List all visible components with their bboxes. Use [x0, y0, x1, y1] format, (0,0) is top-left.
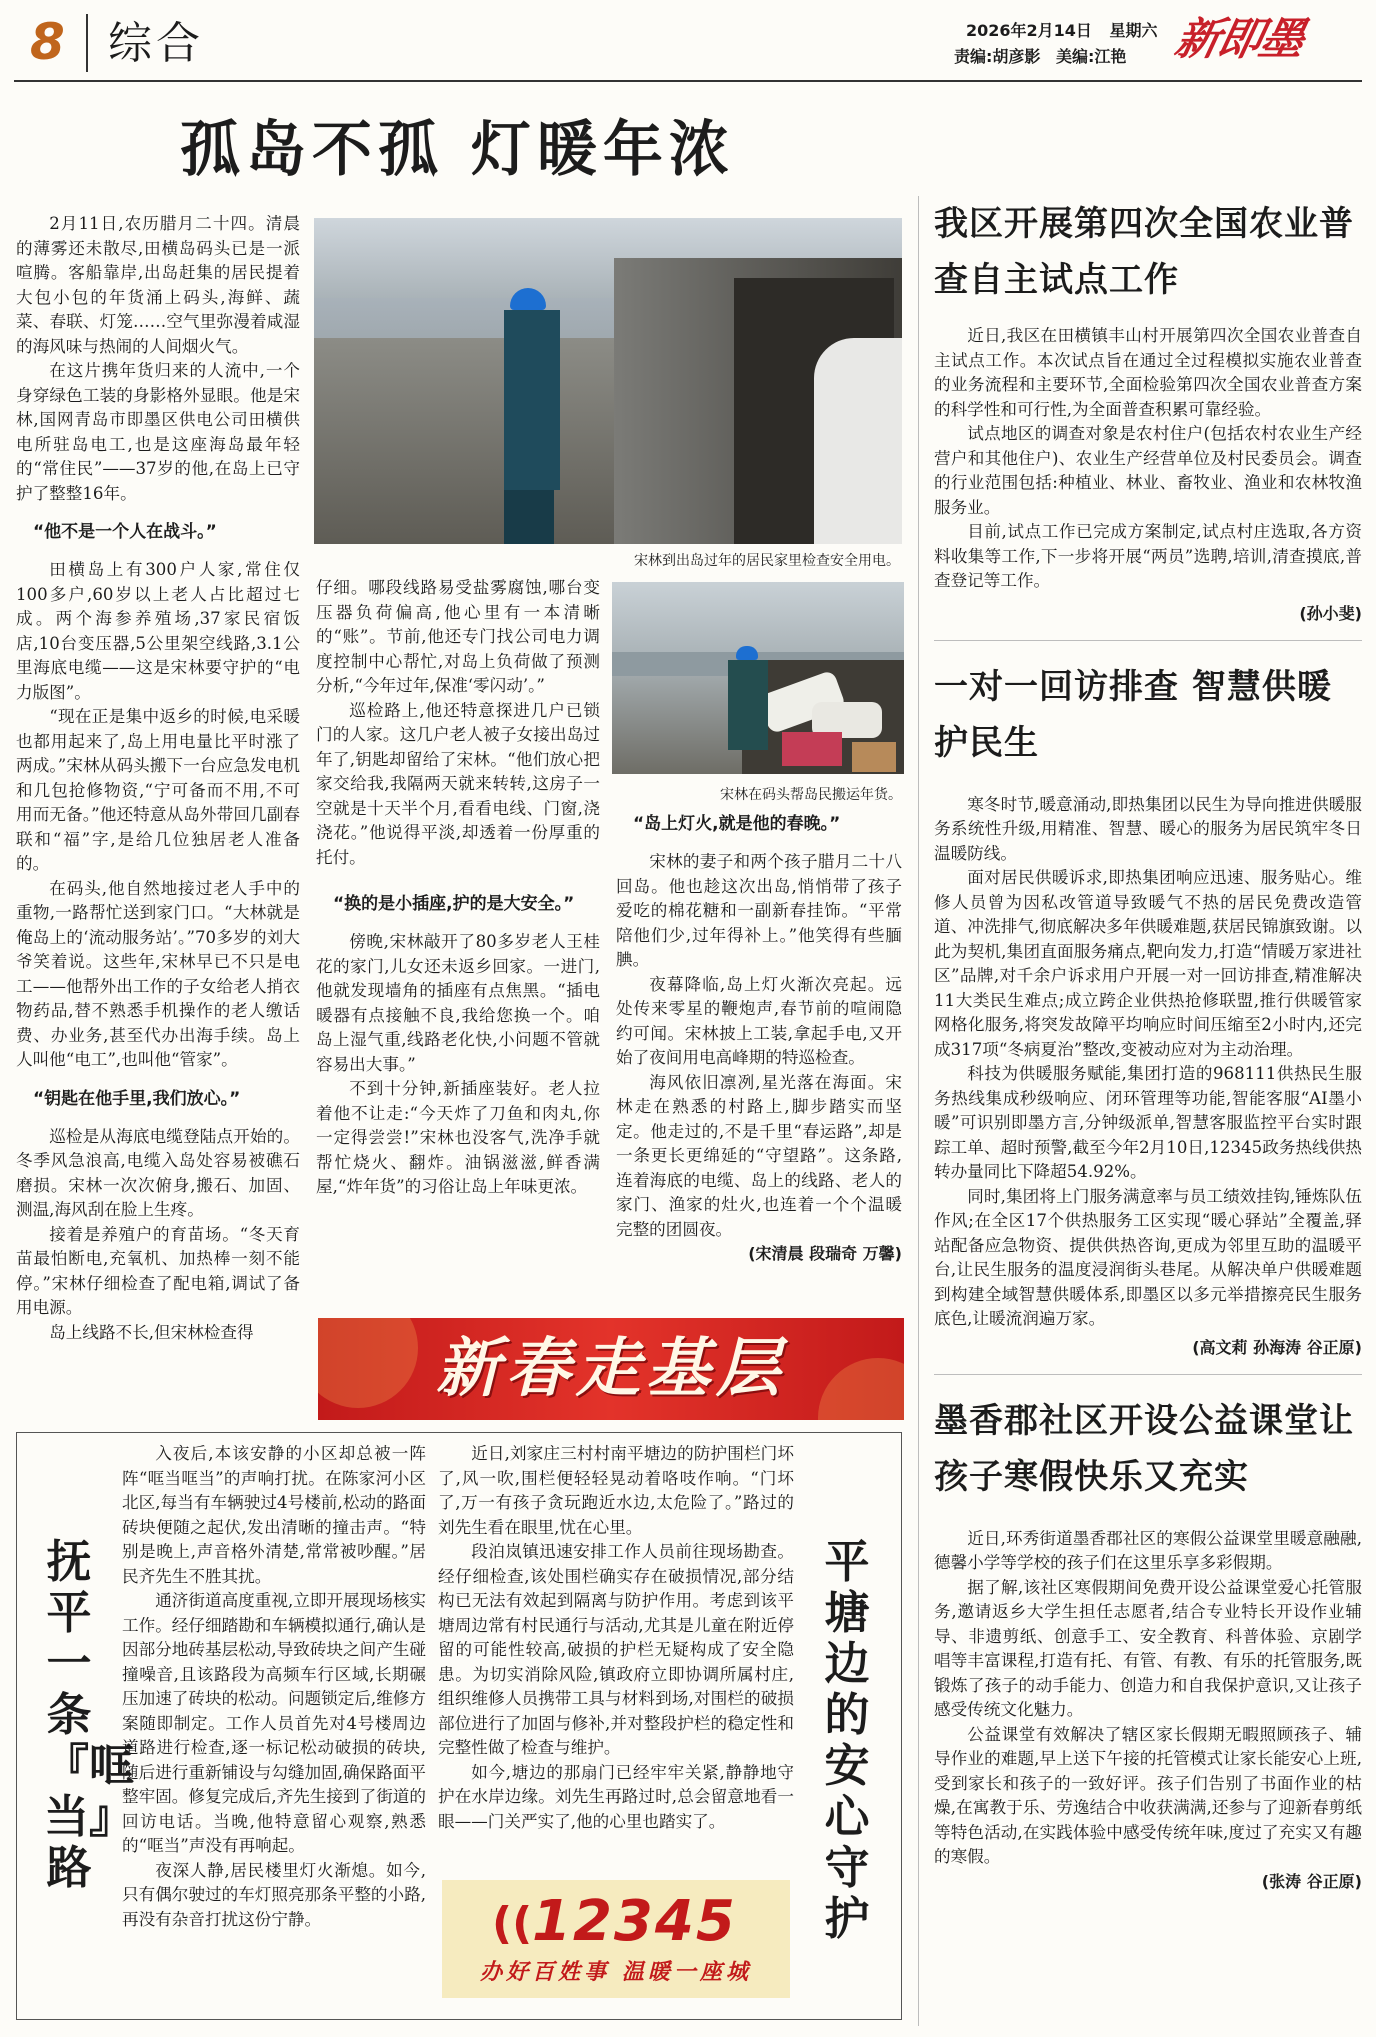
paragraph: 岛上线路不长,但宋林检查得 — [49, 1322, 254, 1342]
article-title-classroom: 墨香郡社区开设公益课堂让孩子寒假快乐又充实 — [934, 1400, 1354, 1497]
subheading: “岛上灯火,就是他的春晚。” — [633, 814, 841, 834]
paragraph: 2月11日,农历腊月二十四。清晨的薄雾还未散尽,田横岛码头已是一派喧腾。客船靠岸,出岛赶集的居民提着大包小包的年货涌上码头,海鲜、蔬菜、春联、灯笼……空气里弥漫着咸湿的海风味与热闹的人间烟火气。 — [16, 214, 300, 356]
section-name: 综合 — [108, 18, 204, 69]
paragraph: 近日,环秀街道墨香郡社区的寒假公益课堂里暖意融融,德馨小学等学校的孩子们在这里乐享多彩假期。 — [934, 1528, 1362, 1572]
main-headline: 孤岛不孤 灯暖年浓 — [180, 115, 735, 185]
paragraph: 通济街道高度重视,立即开展现场核实工作。经仔细踏勘和车辆模拟通行,确认是因部分地砖基层松动,导致砖块之间产生碰撞噪音,且该路段为高频车行区域,长期碾压加速了砖块的松动。问题锁定后,维修方案随即制定。工作人员首先对4号楼周边道路进行检查,逐一标记松动破损的砖块,随后进行重新铺设与勾缝加固,确保路面平整牢固。修复完成后,齐先生接到了街道的回访电话。当晚,他特意留心观察,熟悉的“哐当”声没有再响起。 — [122, 1591, 426, 1855]
box-right-title: 平塘边的安心守护 — [824, 1535, 870, 1945]
box-left-title: 抚平一条『哐当』路 — [44, 1535, 135, 1894]
article-body-heating — [934, 793, 1362, 1332]
paragraph: 夜幕降临,岛上灯火渐次亮起。远处传来零星的鞭炮声,春节前的喧闹隐约可闻。宋林披上工装,拿起手电,又开始了夜间用电高峰期的特巡检查。 — [616, 974, 902, 1067]
box-left-text — [122, 1442, 426, 1932]
byline: (高文莉 孙海涛 谷正原) — [1192, 1337, 1362, 1357]
paragraph: 目前,试点工作已完成方案制定,试点村庄选取,各方资料收集等工作,下一步将开展“两员”选聘,培训,清查摸底,普查登记等工作。 — [934, 522, 1362, 590]
right-column — [934, 196, 1362, 1894]
paragraph: 海风依旧凛冽,星光落在海面。宋林走在熟悉的村路上,脚步踏实而坚定。他走过的,不是千里“春运路”,却是一条更长更绵延的“守望路”。这条路,连着海底的电缆、岛上的线路、老人的家门、渔家的灶火,也连着一个个温暖完整的团圆夜。 — [616, 1072, 902, 1239]
weekday-text: 星期六 — [1109, 21, 1158, 40]
subheading: “他不是一个人在战斗。” — [33, 522, 217, 542]
issue-date — [966, 20, 1158, 42]
photo1-caption: 宋林到出岛过年的居民家里检查安全用电。 — [634, 553, 900, 569]
byline: (张涛 谷正原) — [1261, 1871, 1362, 1891]
paragraph: 近日,刘家庄三村村南平塘边的防护围栏门坏了,风一吹,围栏便轻轻晃动着咯吱作响。“门坏了,万一有孩子贪玩跑近水边,太危险了。”路过的刘先生看在眼里,忧在心里。 — [438, 1444, 794, 1537]
banner-text: 新春走基层 — [436, 1331, 786, 1406]
masthead-rule — [14, 80, 1362, 82]
art-editor-text: 美编:江艳 — [1055, 47, 1127, 66]
paragraph: 面对居民供暖诉求,即热集团响应迅速、服务贴心。维修人员曾为因私改管道导致暖气不热的居民免费改造管道、冲洗排气,彻底解决多年供暖难题,获居民锦旗致谢。以此为契机,集团直面服务痛点,靶向发力,打造“情暖万家进社区”品牌,对千余户诉求用户开展一对一回访排查,精准解决11大类民生难点;成立跨企业供热抢修联盟,推行供暖管家网格化服务,将突发故障平均响应时间压缩至2小时内,还完成317项“冬病夏治”整改,变被动应对为主动治理。 — [934, 868, 1362, 1059]
main-article-col3 — [616, 812, 902, 1266]
paragraph: 巡检是从海底电缆登陆点开始的。冬季风急浪高,电缆入岛处容易被礁石磨损。宋林一次次俯身,搬石、加固、测温,海风刮在脸上生疼。 — [16, 1126, 300, 1219]
byline: (孙小斐) — [1299, 603, 1362, 623]
article-divider — [934, 640, 1362, 641]
page-number: 8 — [30, 13, 65, 71]
subheading: “钥匙在他手里,我们放心。” — [33, 1088, 241, 1109]
paragraph: 夜深人静,居民楼里灯火渐熄。如今,只有偶尔驶过的车灯照亮那条平整的小路,再没有杂音打扰这份宁静。 — [122, 1860, 426, 1929]
paragraph: 巡检路上,他还特意探进几户已锁门的人家。这几户老人被子女接出岛过年了,钥匙却留给了宋林。“他们放心把家交给我,我隔两天就来转转,这房子一空就是十天半个月,看看电线、门窗,浇浇花。”他说得平淡,却透着一份厚重的托付。 — [316, 700, 600, 867]
article-title-heating: 一对一回访排查 智慧供暖护民生 — [934, 666, 1332, 763]
paragraph: 在这片携年货归来的人流中,一个身穿绿色工装的身影格外显眼。他是宋林,国网青岛市即墨区供电公司田横供电所驻岛电工,也是这座海岛最年轻的“常住民”——37岁的他,在岛上已守护了整整16年。 — [16, 361, 300, 503]
article-title-census: 我区开展第四次全国农业普查自主试点工作 — [934, 204, 1354, 300]
paragraph: 接着是养殖户的育苗场。“冬天育苗最怕断电,充氧机、加热棒一刻不能停。”宋林仔细检查了配电箱,调试了备用电源。 — [16, 1224, 300, 1317]
paragraph: 不到十分钟,新插座装好。老人拉着他不让走:“今天炸了刀鱼和肉丸,你一定得尝尝!”宋林也没客气,洗净手就帮忙烧火、翻炸。油锅滋滋,鲜香满屋,“炸年货”的习俗让岛上年味更浓。 — [316, 1079, 600, 1196]
editors — [954, 46, 1126, 68]
paragraph: 在码头,他自然地接过老人手中的重物,一路帮忙送到家门口。“大林就是俺岛上的‘流动服务站’。”70多岁的刘大爷笑着说。这些年,宋林早已不只是电工——他帮外出工作的子女给老人捎衣物药品,替不熟悉手机操作的老人缴话费、办业务,甚至代办出海手续。岛上人叫他“电工”,也叫他“管家”。 — [16, 878, 300, 1069]
paragraph: 如今,塘边的那扇门已经牢牢关紧,静静地守护在水岸边缘。刘先生再路过时,总会留意地看一眼——门关严实了,他的心里也踏实了。 — [438, 1762, 794, 1831]
article-body-classroom — [934, 1527, 1362, 1870]
paragraph: 科技为供暖服务赋能,集团打造的968111供热民生服务热线集成秒级响应、闭环管理等功能,智能客服“AI墨小暖”可识别即墨方言,分钟级派单,智慧客服监控平台实时跟踪工单、超时预警,截至今年2月10日,12345政务热线供热转办量同比下降超54.92%。 — [934, 1064, 1362, 1181]
paragraph: 宋林的妻子和两个孩子腊月二十八回岛。他也趁这次出岛,悄悄带了孩子爱吃的棉花糖和一副新春挂饰。“平常陪他们少,过年得补上。”他笑得有些腼腆。 — [616, 852, 902, 969]
hotline-number: 12345 — [532, 1889, 737, 1954]
paragraph: “现在正是集中返乡的时候,电采暖也都用起来了,岛上用电量比平时涨了两成。”宋林从码头搬下一台应急发电机和几包抢修物资,“宁可备而不用,不可用而无备。”他还特意从岛外带回几副春联和“福”字,是给几位独居老人准备的。 — [16, 707, 300, 873]
hotline-logo — [442, 1880, 790, 1998]
paragraph: 仔细。哪段线路易受盐雾腐蚀,哪台变压器负荷偏高,他心里有一本清晰的“账”。节前,他还专门找公司电力调度控制中心帮忙,对岛上负荷做了预测分析,“今年过年,保准‘零闪动’。” — [316, 578, 600, 695]
newspaper-logo: 新即墨 — [1170, 14, 1308, 65]
main-article-col2 — [316, 576, 600, 1200]
paragraph: 据了解,该社区寒假期间免费开设公益课堂爱心托管服务,邀请返乡大学生担任志愿者,结合专业特长开设作业辅导、非遗剪纸、创意手工、安全教育、科普体验、京剧学唱等丰富课程,打造有托、有管、有教、有乐的托管服务,既锻炼了孩子的动手能力、创造力和自我保护意识,又让孩子感受传统文化魅力。 — [934, 1577, 1362, 1719]
article-divider — [934, 1374, 1362, 1375]
paragraph: 近日,我区在田横镇丰山村开展第四次全国农业普查自主试点工作。本次试点旨在通过全过程模拟实施农业普查的业务流程和主要环节,全面检验第四次全国农业普查方案的科学性和可行性,为全面普查积累可靠经验。 — [934, 326, 1362, 419]
editor-text: 责编:胡彦影 — [954, 47, 1041, 66]
box-right-text — [438, 1442, 794, 1834]
paragraph: 同时,集团将上门服务满意率与员工绩效挂钩,锤炼队伍作风;在全区17个供热服务工区实现“暖心驿站”全覆盖,驿站配备应急物资、提供供热咨询,更成为邻里互助的温暖平台,让民生服务的温度浸润街头巷尾。从解决单户供暖难题到构建全域智慧供暖体系,即墨区以多元举措擦亮民生服务底色,让暖流润遍万家。 — [934, 1186, 1362, 1328]
paragraph: 寒冬时节,暖意涌动,即热集团以民生为导向推进供暖服务系统性升级,用精准、智慧、暖心的服务为居民筑牢冬日温暖防线。 — [934, 794, 1362, 863]
paragraph: 入夜后,本该安静的小区却总被一阵阵“哐当哐当”的声响打扰。在陈家河小区北区,每当有车辆驶过4号楼前,松动的路面砖块便随之起伏,发出清晰的撞击声。“特别是晚上,声音格外清楚,常常被吵醒。”居民齐先生不胜其扰。 — [122, 1444, 426, 1586]
paragraph: 试点地区的调查对象是农村住户(包括农村农业生产经营户和其他住户)、农业生产经营单位及村民委员会。调查的行业范围包括:种植业、林业、畜牧业、渔业和农林牧渔服务业。 — [934, 424, 1362, 517]
article-body-census — [934, 324, 1362, 594]
masthead-divider — [86, 14, 88, 72]
paragraph: 田横岛上有300户人家,常住仅100多户,60岁以上老人占比超过七成。两个海参养殖场,37家民宿饭店,10台变压器,5公里架空线路,3.1公里海底电缆——这是宋林要守护的“电力版图”。 — [16, 560, 300, 702]
paragraph: 傍晚,宋林敲开了80多岁老人王桂花的家门,儿女还未返乡回家。一进门,他就发现墙角的插座有点焦黑。“插电暖器有点接触不良,我给您换一个。咱岛上湿气重,线路老化快,小问题不管就容易出大事。” — [316, 932, 600, 1074]
hotline-slogan: 办好百姓事 温暖一座城 — [480, 1959, 752, 1985]
subheading: “换的是小插座,护的是大安全。” — [333, 894, 575, 914]
main-article-col1 — [16, 212, 300, 1345]
date-text: 2026年2月14日 — [966, 21, 1092, 40]
spring-festival-banner — [318, 1318, 904, 1420]
paragraph: 段泊岚镇迅速安排工作人员前往现场勘查。经仔细检查,该处围栏确实存在破损情况,部分结构已无法有效起到隔离与防护作用。考虑到该平塘周边常有村民通行与活动,尤其是儿童在附近停留的可能性较高,破损的护栏无疑构成了安全隐患。为切实消除风险,镇政府立即协调所属村庄,组织维修人员携带工具与材料到场,对围栏的破损部位进行了加固与修补,并对整段护栏的稳定性和完整性做了检查与维护。 — [438, 1542, 794, 1757]
photo-electrician-inspecting — [314, 218, 902, 544]
paragraph: 公益课堂有效解决了辖区家长假期无暇照顾孩子、辅导作业的难题,早上送下午接的托管模式让家长能安心上班,受到家长和孩子的一致好评。孩子们告别了书面作业的枯燥,在寓教于乐、劳逸结合中收获满满,还参与了迎新春剪纸等特色活动,在实践体验中感受传统年味,度过了充实又有趣的寒假。 — [934, 1724, 1362, 1866]
signal-icon: (( — [492, 1898, 533, 1949]
right-column-divider — [918, 196, 919, 2026]
photo2-caption: 宋林在码头帮岛民搬运年货。 — [720, 787, 902, 803]
photo-carrying-goods — [612, 582, 904, 774]
byline: (宋清晨 段瑞奇 万馨) — [748, 1244, 902, 1263]
